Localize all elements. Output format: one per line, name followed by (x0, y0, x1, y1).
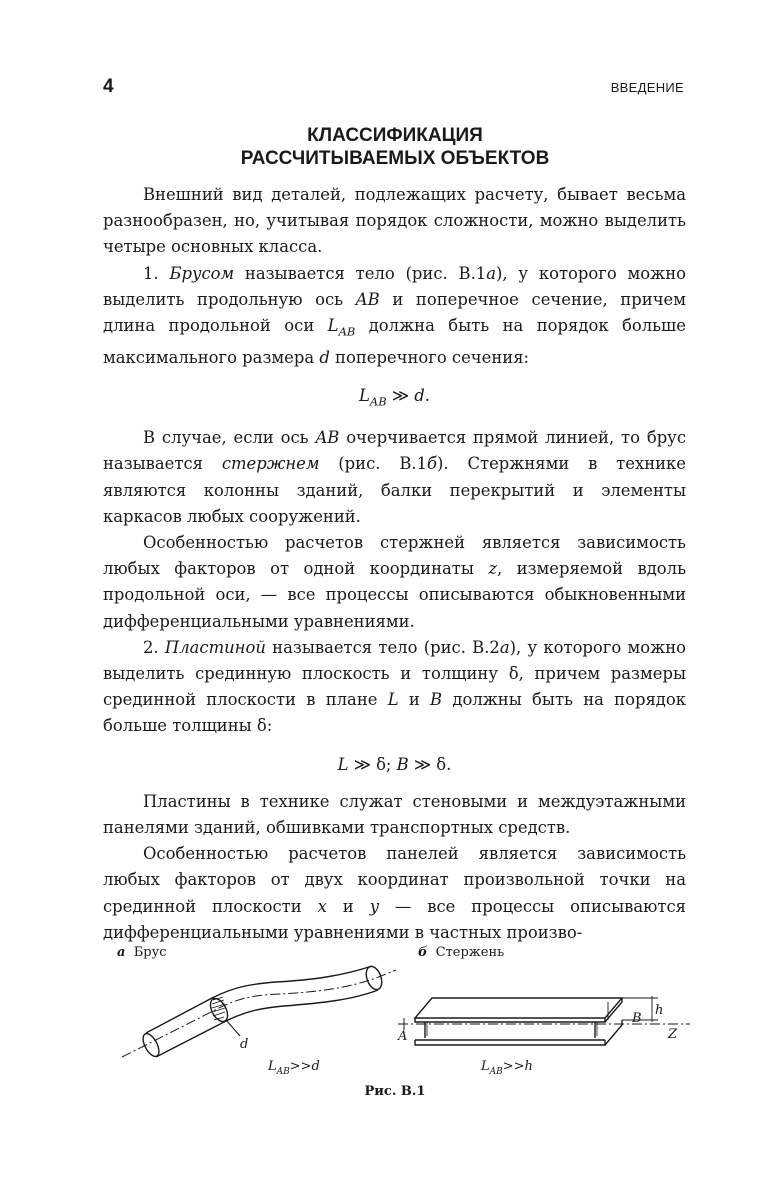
figure-label-b: б Стержень (418, 945, 505, 960)
paragraph-plate-usage: Пластины в технике служат стеновыми и междуэтажными панелями зданий, обшивками транспортных средств. (103, 791, 686, 838)
b-dimension-label: B (632, 1011, 642, 1026)
body-text (103, 182, 686, 946)
curved-beam-drawing (122, 964, 396, 1059)
page-title (100, 124, 690, 170)
formula-plate: L ≫ δ; B ≫ δ. (337, 754, 452, 774)
title-line-2: РАССЧИТЫВАЕМЫХ ОБЪЕКТОВ (240, 148, 550, 169)
h-dimension-label: h (655, 1003, 664, 1018)
beam-length-relation: $L_{AB}>>d$ (268, 1059, 320, 1077)
figure-label-a: а Брус (117, 945, 167, 960)
paragraph-rod-calculation: Особенностью расчетов стержней является зависимость любых факторов от одной координаты z, измеряемой вдоль продольной оси, — все процессы описываются обыкновенными дифференциальными уравнениями. (103, 533, 686, 631)
paragraph-plate-definition: 2. Пластиной называется тело (рис. В.2а), у которого можно выделить срединную плоскость и толщину δ, причем размеры срединной плоскости в плане L и B должны быть на порядок больше толщины δ: (103, 637, 686, 736)
page-number: 4 (103, 76, 114, 97)
a-point-label: A (398, 1029, 408, 1044)
section-header: ВВЕДЕНИЕ (610, 80, 684, 95)
z-axis-label: Z (668, 1027, 678, 1042)
straight-rod-drawing (398, 996, 690, 1045)
title-line-1: КЛАССИФИКАЦИЯ (307, 125, 483, 146)
figure-beam-and-rod (100, 960, 690, 1085)
figure-caption: Рис. В.1 (364, 1084, 426, 1099)
paragraph-panel-calculation: Особенностью расчетов панелей является зависимость любых факторов от двух координат произвольной точки на срединной плоскости x и y — все процессы описываются дифференциальными уравнениями в частных произво- (103, 844, 686, 942)
paragraph-beam-definition: 1. Брусом называется тело (рис. В.1а), у которого можно выделить продольную ось AB и поперечное сечение, причем длина продольной оси $L_{AB}$ должна быть на порядок больше максимального размера d поперечного сечения: (103, 263, 686, 367)
rod-length-relation: $L_{AB}>>h$ (481, 1059, 533, 1077)
paragraph-intro: Внешний вид деталей, подлежащих расчету, бывает весьма разнообразен, но, учитывая порядок сложности, можно выделить четыре основных класса. (103, 185, 686, 257)
formula-beam: $L_{AB}$ ≫ d. (359, 385, 430, 408)
paragraph-rod-definition: В случае, если ось AB очерчивается прямой линией, то брус называется стержнем (рис. В.1б). Стержнями в технике являются колонны зданий, балки перекрытий и элементы каркасов любых сооружений. (103, 428, 687, 526)
d-label: d (240, 1037, 249, 1052)
